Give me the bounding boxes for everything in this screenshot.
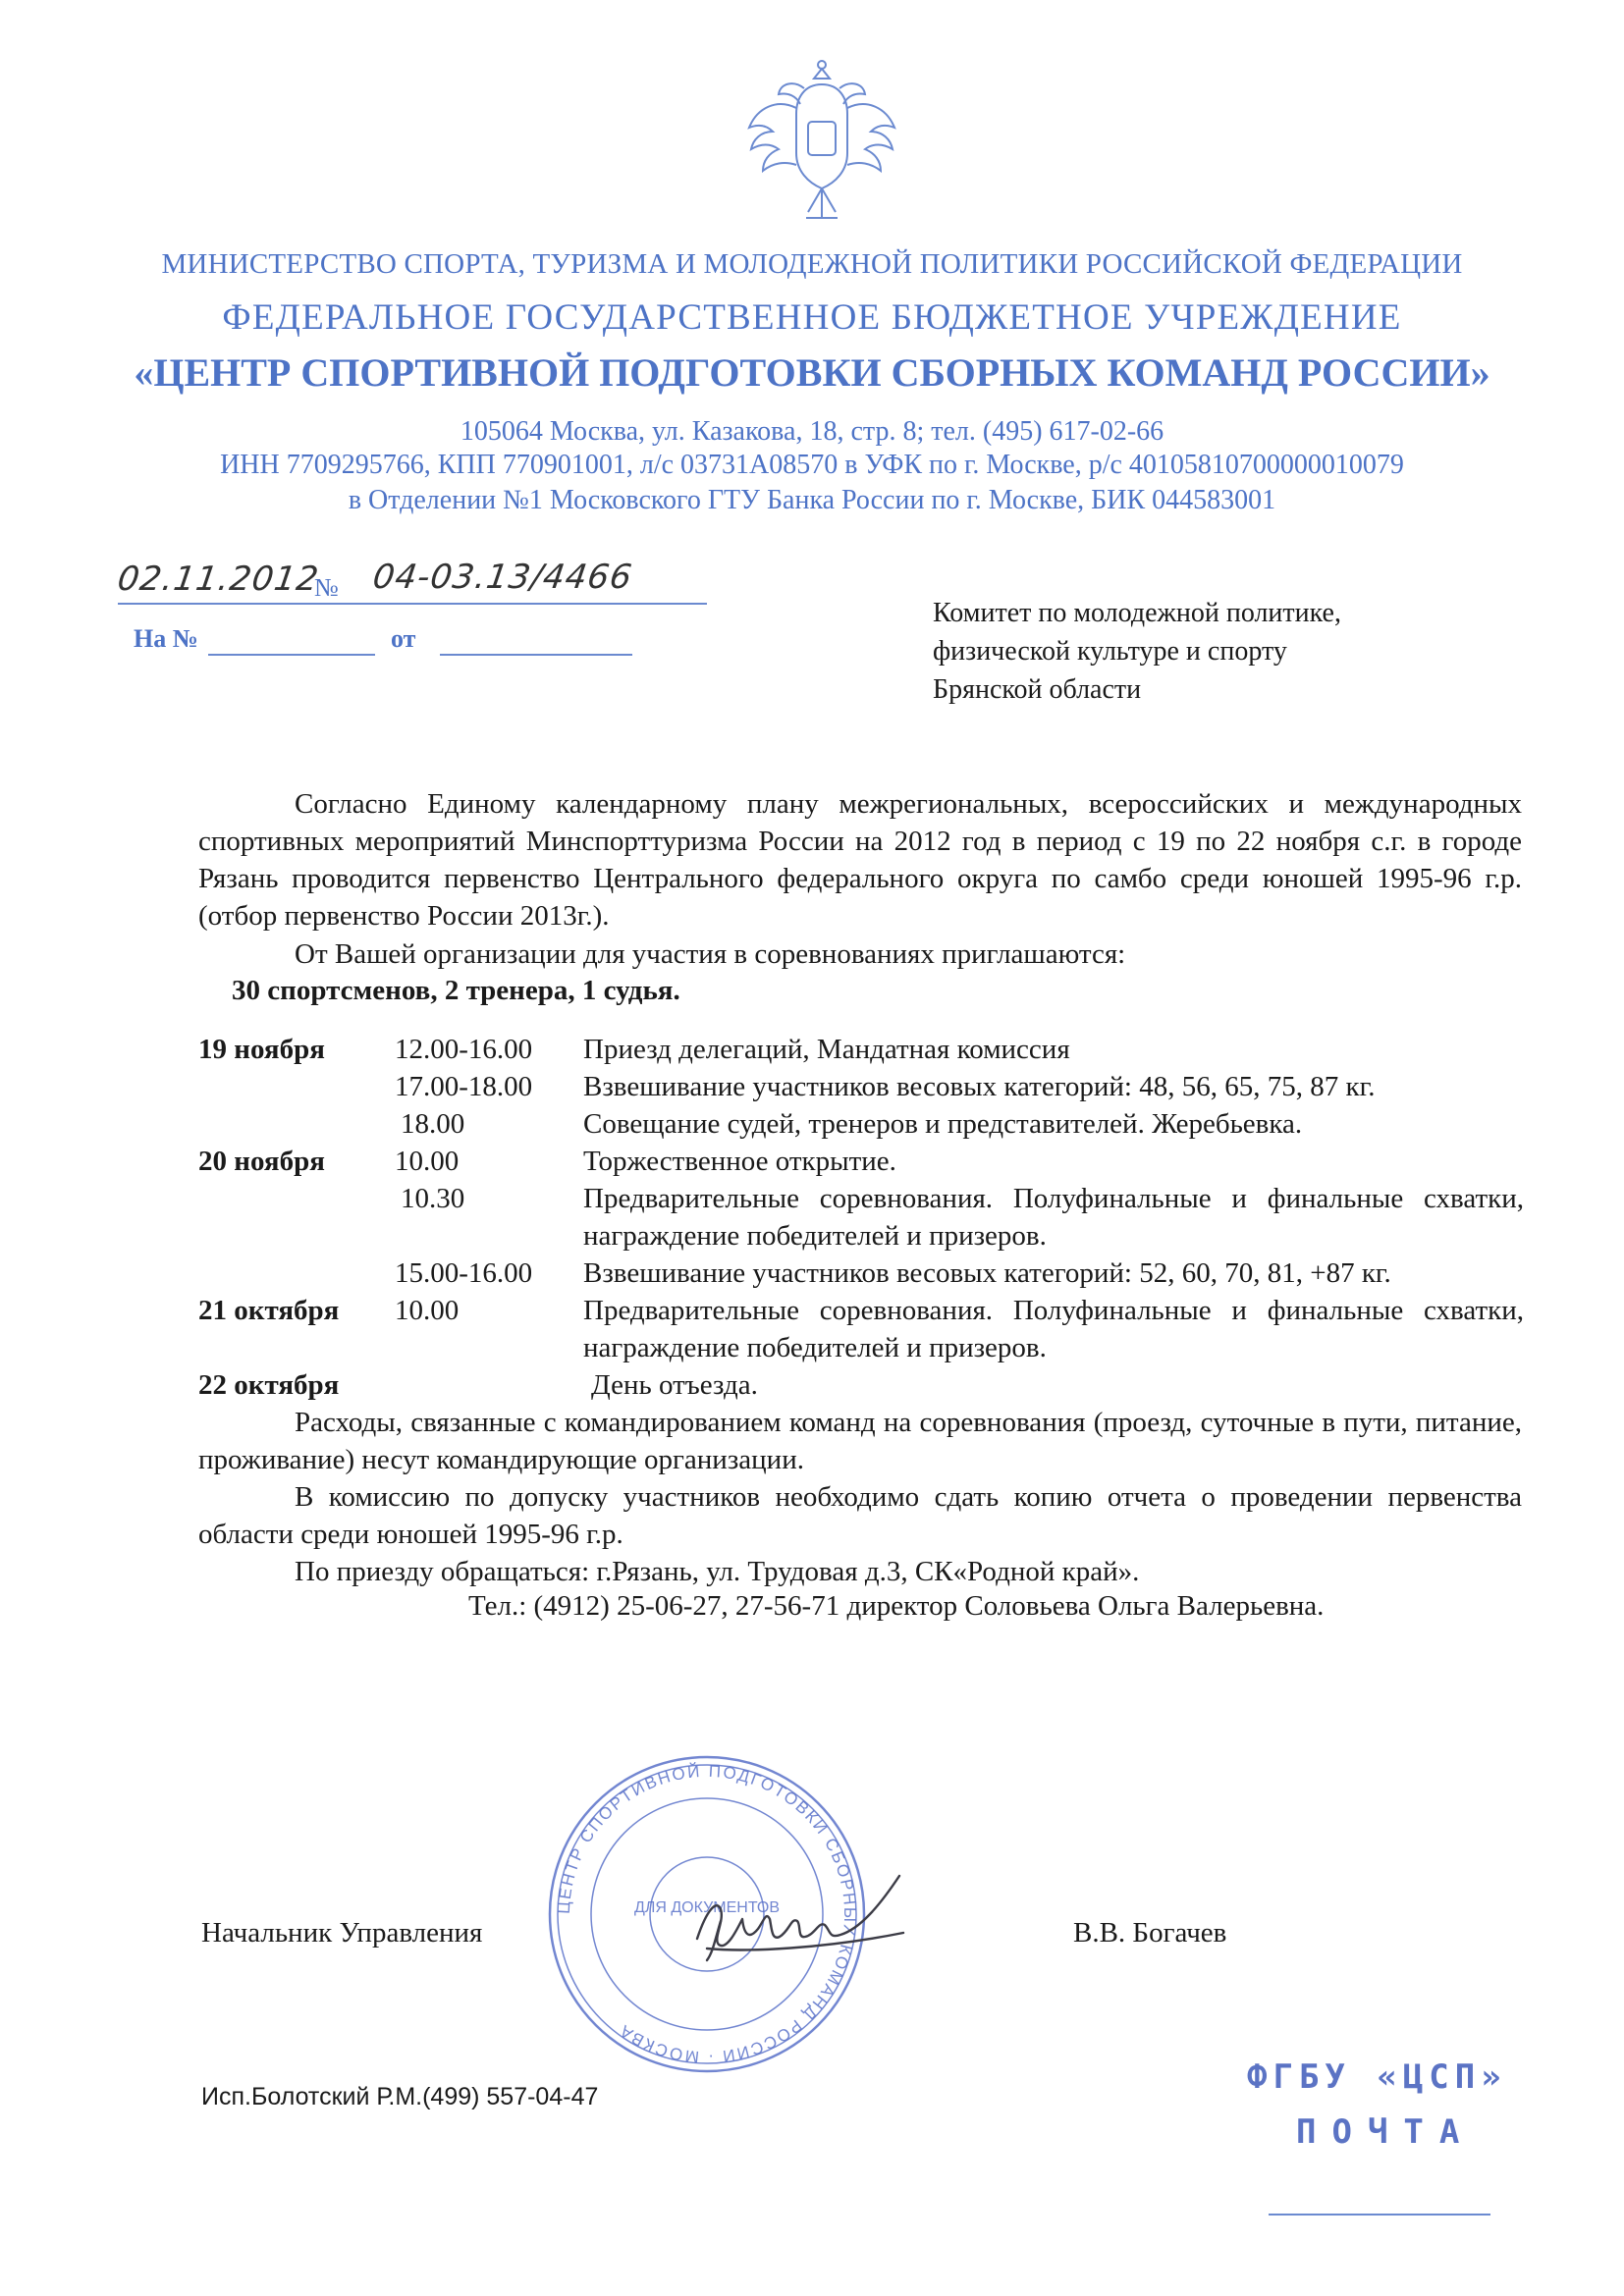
outgoing-number: 04-03.13/4466 [370,558,635,597]
schedule-row [198,1180,1524,1255]
executor-contact: Исп.Болотский Р.М.(499) 557-04-47 [201,2083,599,2110]
schedule-time: 18.00 [401,1108,465,1140]
reply-from-field [440,654,632,656]
addressee-line: Брянской области [933,674,1142,705]
institution-type: ФЕДЕРАЛЬНОЕ ГОСУДАРСТВЕННОЕ БЮДЖЕТНОЕ УЧРЕЖДЕНИЕ [222,297,1402,338]
signatory-name: В.В. Богачев [1073,1917,1227,1949]
addressee-block [933,594,1341,709]
body-paragraph-invitation: От Вашей организации для участия в соревнованиях приглашаются: [295,938,1126,970]
schedule-time: 10.30 [401,1183,465,1214]
schedule-day [198,1255,395,1292]
mail-stamp [1247,2050,1542,2160]
seal-center-text: ДЛЯ ДОКУМЕНТОВ [633,1899,781,1916]
schedule-row [198,1143,1524,1180]
seal-ring-text: ЦЕНТР СПОРТИВНОЙ ПОДГОТОВКИ СБОРНЫХ КОМАНД РОССИИ · МОСКВА [554,1761,860,2067]
addressee-line: физической культуре и спорту [933,636,1287,667]
body-paragraph-expenses: Расходы, связанные с командированием команд на соревнования (проезд, суточные в пути, питание, проживание) несут командирующие организации. [198,1407,1522,1475]
reply-to-label: На № [134,624,198,653]
schedule-day: 20 ноября [198,1146,325,1177]
body-paragraph-arrival: По приезду обращаться: г.Рязань, ул. Трудовая д.3, СК«Родной край». [295,1556,1140,1587]
schedule-day [198,1068,395,1105]
schedule-row [198,1255,1524,1292]
ministry-name: МИНИСТЕРСТВО СПОРТА, ТУРИЗМА И МОЛОДЕЖНОЙ ПОЛИТИКИ РОССИЙСКОЙ ФЕДЕРАЦИИ [161,248,1463,280]
body-paragraph-intro: Согласно Единому календарному плану межрегиональных, всероссийских и международных спортивных мероприятий Минспорттуризма России на 2012 год в период с 19 по 22 ноября с.г. в городе Рязань проводится первенство Центрального федерального округа по самбо среди юношей 1995-96 г.р. (отбор первенство России 2013г.). [198,788,1522,932]
mail-stamp-underline [1269,2214,1490,2216]
address-line-3: в Отделении №1 Московского ГТУ Банка России по г. Москве, БИК 044583001 [348,485,1276,515]
outgoing-date: 02.11.2012 [115,560,322,599]
schedule-day: 22 октября [198,1369,340,1401]
schedule-description: Торжественное открытие. [583,1146,896,1177]
mail-stamp-line1: ФГБУ «ЦСП» [1247,2057,1507,2097]
schedule-table [198,1031,1524,1404]
outgoing-number-label: № [314,573,339,602]
schedule-row [198,1068,1524,1105]
schedule-description: Предварительные соревнования. Полуфинальные и финальные схватки, награждение победителей и призеров. [583,1183,1524,1252]
schedule-time: 17.00-18.00 [395,1071,533,1102]
schedule-day [198,1180,395,1255]
invited-participants: 30 спортсменов, 2 тренера, 1 судья. [232,975,680,1006]
schedule-description: Приезд делегаций, Мандатная комиссия [583,1034,1070,1065]
addressee-line: Комитет по молодежной политике, [933,598,1341,628]
schedule-description: Совещание судей, тренеров и представителей. Жеребьевка. [583,1108,1303,1140]
mail-stamp-line2: ПОЧТА [1296,2112,1476,2152]
schedule-description: Взвешивание участников весовых категорий: 52, 60, 70, 81, +87 кг. [583,1257,1391,1289]
schedule-day: 21 октября [198,1295,340,1326]
address-line-1: 105064 Москва, ул. Казакова, 18, стр. 8; тел. (495) 617-02-66 [460,416,1164,447]
schedule-time [395,1366,583,1404]
handwritten-signature [677,1870,933,1978]
schedule-row [198,1105,1524,1143]
body-paragraph-commission: В комиссию по допуску участников необходимо сдать копию отчета о проведении первенства области среди юношей 1995-96 г.р. [198,1481,1522,1550]
schedule-description: Предварительные соревнования. Полуфинальные и финальные схватки, награждение победителей и призеров. [583,1295,1524,1363]
reply-from-label: от [391,624,416,653]
contact-phones: Тел.: (4912) 25-06-27, 27-56-71 директор Соловьева Ольга Валерьевна. [468,1590,1325,1622]
reply-to-field [208,654,375,656]
schedule-day: 19 ноября [198,1034,325,1065]
organization-name: «ЦЕНТР СПОРТИВНОЙ ПОДГОТОВКИ СБОРНЫХ КОМАНД РОССИИ» [134,350,1490,395]
schedule-description: День отъезда. [591,1369,758,1401]
schedule-description: Взвешивание участников весовых категорий: 48, 56, 65, 75, 87 кг. [583,1071,1376,1102]
address-line-2: ИНН 7709295766, КПП 770901001, л/с 03731А08570 в УФК по г. Москве, р/с 40105810700000010079 [220,450,1404,480]
signatory-title: Начальник Управления [201,1917,483,1949]
schedule-time: 10.00 [395,1295,460,1326]
schedule-row [198,1031,1524,1068]
coat-of-arms-emblem [743,59,900,236]
schedule-row [198,1366,1524,1404]
schedule-time: 10.00 [395,1146,460,1177]
schedule-day [198,1105,395,1143]
reference-underline [118,603,707,605]
schedule-row [198,1292,1524,1366]
schedule-time: 12.00-16.00 [395,1034,533,1065]
schedule-time: 15.00-16.00 [395,1257,533,1289]
